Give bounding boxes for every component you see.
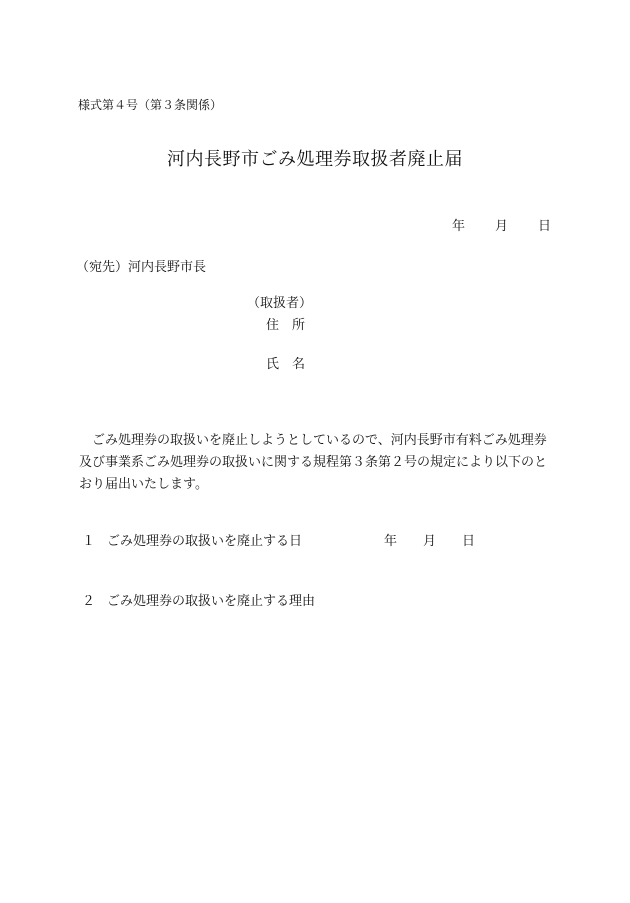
form-number: 様式第４号（第３条関係） — [78, 98, 223, 112]
document-title: 河内長野市ごみ処理券取扱者廃止届 — [167, 149, 463, 170]
item-abolition-date — [82, 530, 475, 549]
body-paragraph: ごみ処理券の取扱いを廃止しようとしているので、河内長野市有料ごみ処理券及び事業系ごみ処理券の取扱いに関する規程第３条第２号の規定により以下のとおり届出いたします。 — [79, 433, 548, 492]
item-number: １ — [82, 534, 96, 549]
item-abolition-reason — [82, 590, 315, 609]
item-number: ２ — [82, 594, 96, 609]
item-label: ごみ処理券の取扱いを廃止する日 — [107, 534, 303, 549]
year-label: 年 — [384, 534, 398, 549]
addressee: （宛先）河内長野市長 — [76, 260, 207, 275]
month-label: 月 — [423, 534, 437, 549]
month-label: 月 — [494, 219, 508, 234]
day-label: 日 — [537, 219, 551, 234]
item-label: ごみ処理券の取扱いを廃止する理由 — [107, 594, 316, 609]
abolition-date-fields — [384, 530, 475, 549]
name-label: 氏 名 — [266, 357, 306, 372]
submission-date — [452, 215, 551, 234]
handler-heading: （取扱者） — [247, 296, 313, 311]
address-label: 住 所 — [266, 318, 306, 333]
year-label: 年 — [451, 219, 465, 234]
day-label: 日 — [462, 534, 476, 549]
